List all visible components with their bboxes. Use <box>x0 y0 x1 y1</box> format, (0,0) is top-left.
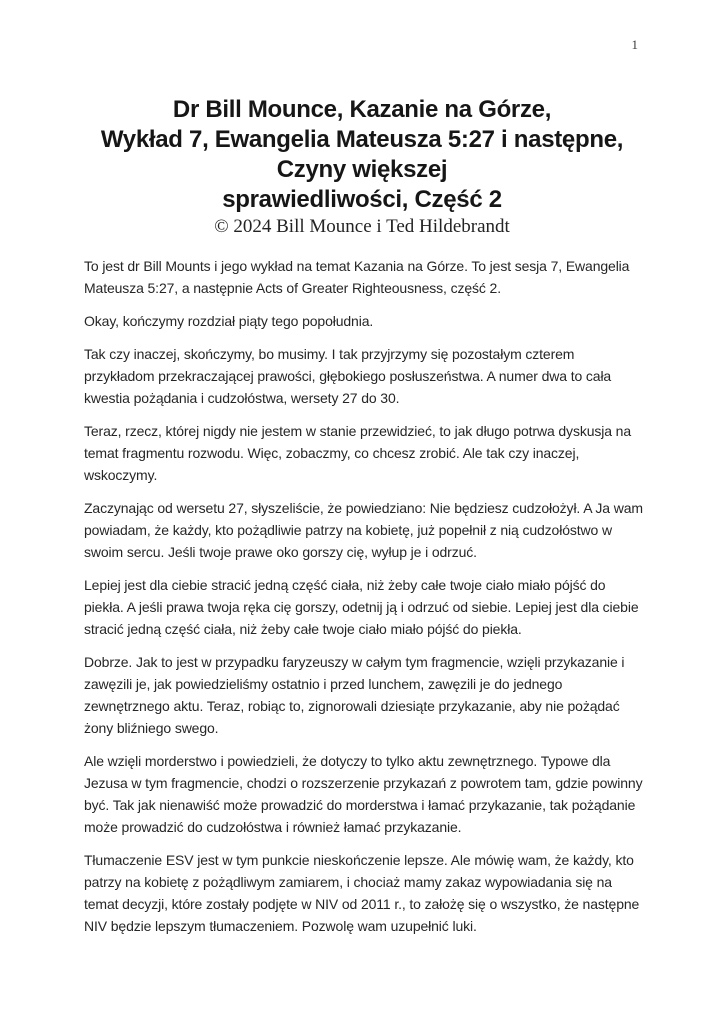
paragraph-9: Tłumaczenie ESV jest w tym punkcie nieskończenie lepsze. Ale mówię wam, że każdy, kto patrzy na kobietę z pożądliwym zamiarem, i chociaż mamy zakaz wypowiadania się na temat decyzji, które zostały podjęte w NIV od 2011 r., to założę się o wszystko, że następne NIV będzie lepszym tłumaczeniem. Pozwolę wam uzupełnić luki. <box>84 852 640 934</box>
paragraph-5: Zaczynając od wersetu 27, słyszeliście, że powiedziano: Nie będziesz cudzołożył. A Ja wam powiadam, że każdy, kto pożądliwie patrzy na kobietę, już popełnił z nią cudzołóstwo w swoim sercu. Jeśli twoje prawe oko gorszy cię, wyłup je i odrzuć. <box>84 500 643 560</box>
paragraph-8: Ale wzięli morderstwo i powiedzieli, że dotyczy to tylko aktu zewnętrznego. Typowe dla Jezusa w tym fragmencie, chodzi o rozszerzenie przykazań z powrotem tam, gdzie powinny być. Tak jak nienawiść może prowadzić do morderstwa i łamać przykazanie, tak pożądanie może prowadzić do cudzołóstwa i również łamać przykazanie. <box>84 753 643 835</box>
paragraph-1: To jest dr Bill Mounts i jego wykład na temat Kazania na Górze. To jest sesja 7, Ewangelia Mateusza 5:27, a następnie Acts of Greater Righteousness, część 2. <box>84 258 630 296</box>
paragraph-6: Lepiej jest dla ciebie stracić jedną część ciała, niż żeby całe twoje ciało miało pójść do piekła. A jeśli prawa twoja ręka cię gorszy, odetnij ją i odrzuć od siebie. Lepiej jest dla ciebie stracić jedną część ciała, niż żeby całe twoje ciało miało pójść do piekła. <box>84 577 639 637</box>
title-line-4: sprawiedliwości, Część 2 <box>222 186 502 213</box>
copyright-line: © 2024 Bill Mounce i Ted Hildebrandt <box>214 216 510 237</box>
paragraph-3: Tak czy inaczej, skończymy, bo musimy. I tak przyjrzymy się pozostałym czterem przykładom przekraczającej prawości, głębokiego posłuszeństwa. A numer dwa to cała kwestia pożądania i cudzołóstwa, wersety 27 do 30. <box>84 346 612 406</box>
title-line-3: Czyny większej <box>276 156 448 183</box>
title-block <box>0 95 724 215</box>
title-line-2: Wykład 7, Ewangelia Mateusza 5:27 i następne, <box>100 126 624 153</box>
paragraph-7: Dobrze. Jak to jest w przypadku faryzeuszy w całym tym fragmencie, wzięli przykazanie i zawęzili je, jak powiedzieliśmy ostatnio i przed lunchem, zawęzili je do jednego zewnętrznego aktu. Teraz, robiąc to, zignorowali dziesiąte przykazanie, aby nie pożądać żony bliźniego swego. <box>84 654 625 736</box>
document-body <box>84 255 646 937</box>
page-number: 1 <box>631 37 638 52</box>
paragraph-2: Okay, kończymy rozdział piąty tego popołudnia. <box>84 313 374 329</box>
paragraph-4: Teraz, rzecz, której nigdy nie jestem w stanie przewidzieć, to jak długo potrwa dyskusja na temat fragmentu rozwodu. Więc, zobaczmy, co chcesz zrobić. Ale tak czy inaczej, wskoczymy. <box>84 423 632 483</box>
title-line-1: Dr Bill Mounce, Kazanie na Górze, <box>172 96 552 123</box>
